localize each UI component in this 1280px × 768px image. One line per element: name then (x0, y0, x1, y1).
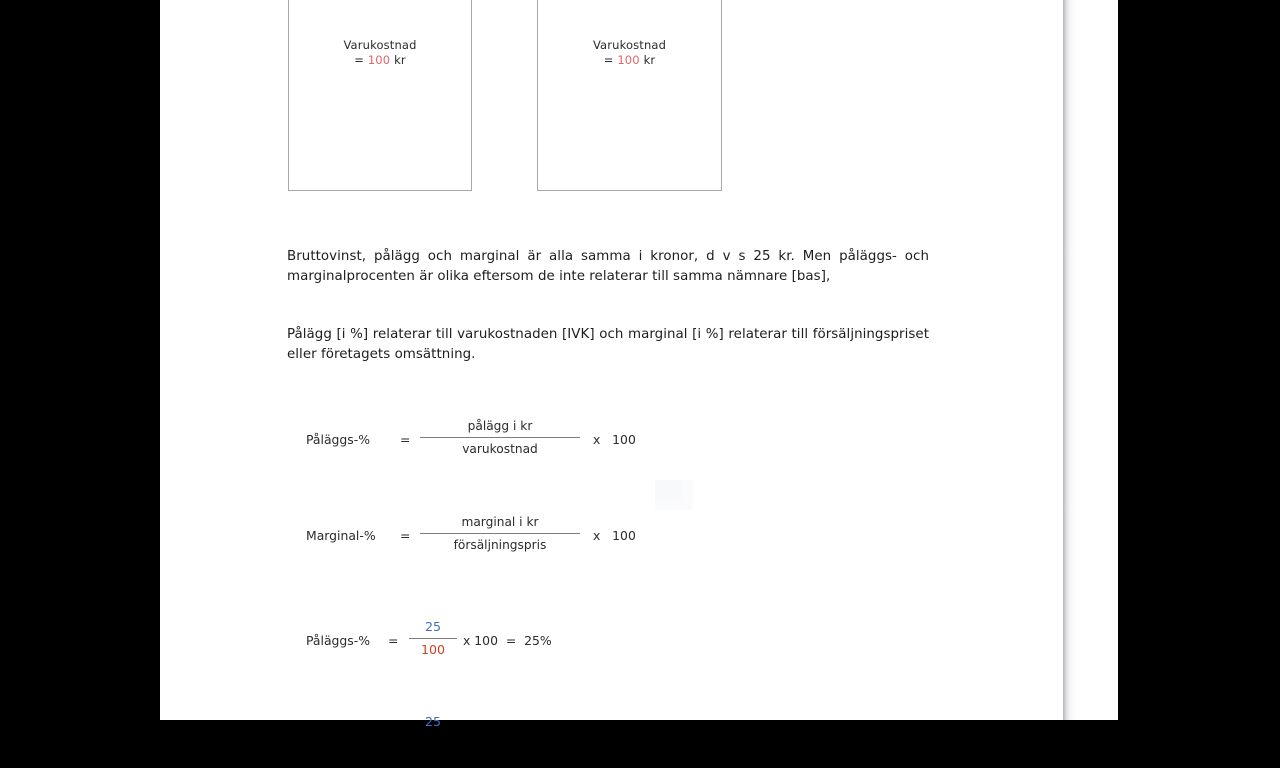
formula-marginal-procent-definition (306, 506, 826, 568)
varukostnad-label-right: Varukostnad (592, 38, 667, 52)
multiply-operator: x (593, 432, 601, 447)
fraction-bar (420, 437, 580, 438)
multiply-operator: x (463, 633, 471, 648)
fraction-numerator: marginal i kr (461, 515, 539, 529)
formula-multiplier (593, 432, 636, 447)
varukostnad-box-right-content (538, 38, 721, 68)
varukostnad-label-left: Varukostnad (343, 38, 417, 52)
varukostnad-box-left-content (289, 38, 471, 68)
fraction-bar (420, 533, 580, 534)
formula-lhs-label: Påläggs-% (306, 432, 370, 447)
multiplier-value: 100 (612, 528, 636, 543)
amount-value: 100 (367, 53, 391, 68)
formula-equals-sign: = (400, 528, 411, 543)
formula-fraction (420, 418, 580, 457)
currency-unit: kr (394, 53, 406, 68)
formula-fraction (409, 714, 457, 730)
document-viewer[interactable] (160, 0, 1118, 729)
formula-palaggs-procent-definition (306, 410, 826, 472)
varukostnad-box-left (288, 0, 472, 191)
equals-sign: = (603, 53, 614, 68)
formula-result (463, 633, 552, 648)
formula-equals-sign: = (388, 633, 399, 648)
formula-fraction (409, 619, 457, 658)
formula-lhs-label: Marginal-% (306, 528, 376, 543)
result-value: 25% (524, 633, 552, 648)
varukostnad-amount-right (538, 53, 721, 68)
formula-lhs-label: Påläggs-% (306, 633, 370, 648)
varukostnad-amount-left (289, 53, 471, 68)
equals-sign: = (354, 53, 365, 68)
paragraph-bruttovinst: Bruttovinst, pålägg och marginal är alla samma i kronor, d v s 25 kr. Men påläggs- och marginalprocenten är olika eftersom de inte relaterar till samma nämnare [bas], (287, 249, 929, 284)
result-equals-sign: = (505, 633, 517, 648)
formula-equals-sign: = (400, 432, 411, 447)
fraction-denominator: försäljningspris (453, 538, 547, 552)
letterbox-bar-right (1118, 0, 1280, 720)
letterbox-bar-left (0, 0, 160, 720)
formula-nasta-klippt (306, 706, 826, 768)
fraction-numerator: 25 (424, 714, 442, 729)
fraction-numerator: 25 (424, 619, 442, 634)
varukostnad-box-right (537, 0, 722, 191)
formula-fraction (420, 514, 580, 553)
document-page (160, 0, 1063, 729)
multiply-operator: x (593, 528, 601, 543)
fraction-denominator: varukostnad (462, 442, 538, 456)
currency-unit: kr (643, 53, 656, 68)
amount-value: 100 (617, 53, 640, 68)
fraction-numerator: pålägg i kr (467, 419, 533, 433)
paragraph-palagg-marginal: Pålägg [i %] relaterar till varukostnaden [IVK] och marginal [i %] relaterar till försäljningspriset eller företagets omsättning. (287, 327, 929, 362)
multiplier-value: 100 (612, 432, 636, 447)
fraction-denominator: 100 (420, 642, 446, 657)
page-edge-shadow (1063, 0, 1077, 720)
multiplier-value: 100 (474, 633, 498, 648)
formula-multiplier (593, 528, 636, 543)
fraction-bar (409, 638, 457, 639)
formula-palaggs-procent-beraknad (306, 611, 826, 673)
